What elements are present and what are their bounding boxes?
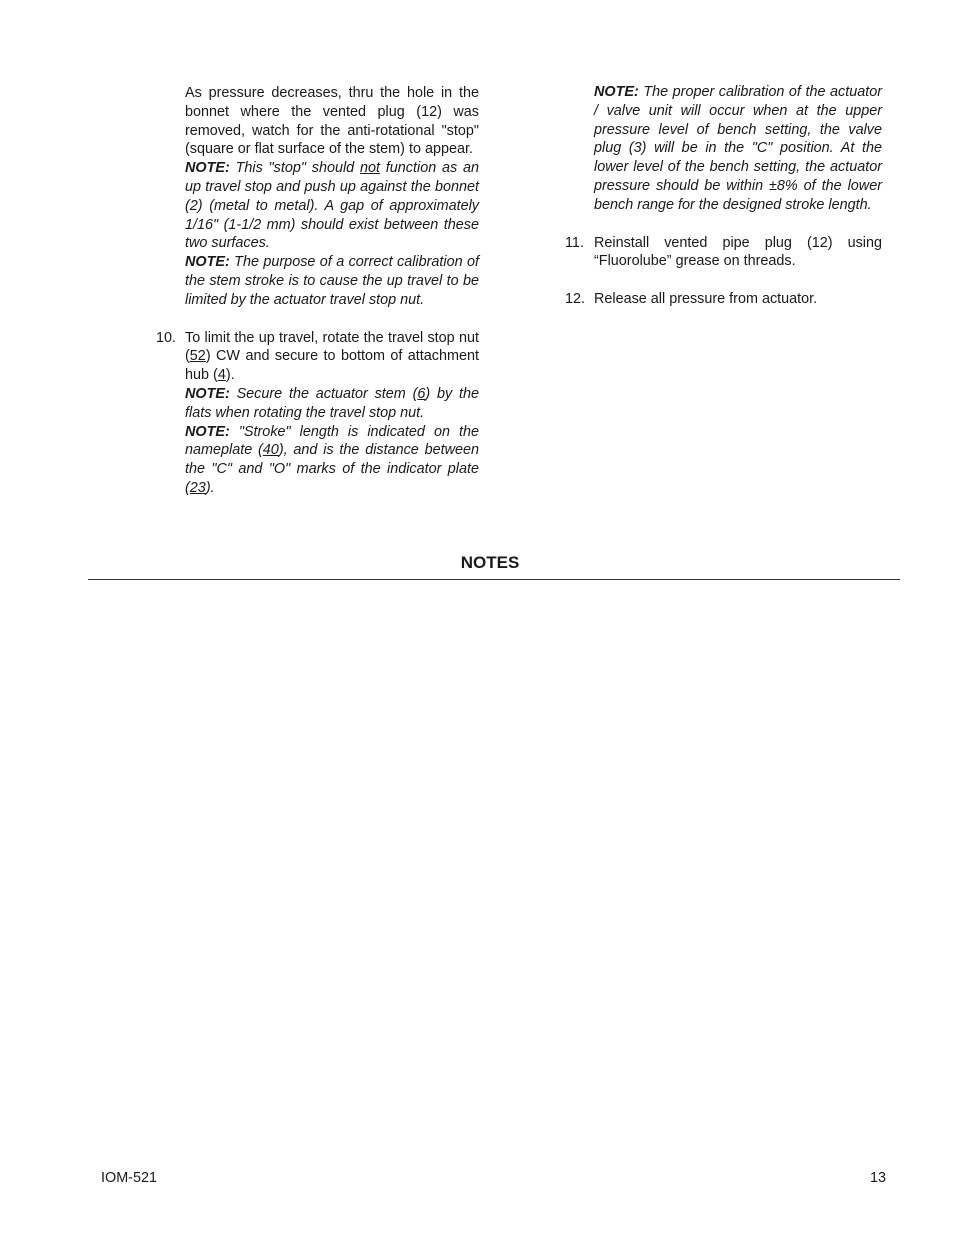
note-label: NOTE: — [594, 84, 639, 100]
step-10-text — [185, 329, 479, 385]
note-underlined-word: not — [359, 160, 380, 177]
note-stroke-length — [185, 423, 479, 498]
note-text: ) by the flats when rotating the travel stop nut. — [185, 385, 479, 421]
part-ref: 52 — [189, 348, 206, 365]
step-text: ) CW and secure to bottom of attachment hub ( — [185, 348, 479, 384]
step-text: ). — [225, 367, 235, 384]
note-text: "Stroke" length is indicated on the nameplate ( — [185, 423, 479, 459]
step-number: 11. — [565, 234, 584, 251]
note-proper-calibration — [594, 83, 882, 215]
note-text: The purpose of a correct calibration of the stem stroke is to cause the up travel to be limited by the actuator travel stop nut. — [185, 254, 479, 308]
note-label: NOTE: — [185, 254, 230, 271]
right-column — [565, 83, 882, 309]
part-ref: 40 — [262, 442, 279, 459]
note-purpose-calibration — [185, 253, 479, 309]
note-text: ). — [205, 479, 215, 496]
step-12-text: Release all pressure from actuator. — [594, 291, 818, 308]
note-secure-stem — [185, 385, 479, 423]
notes-divider — [88, 579, 900, 580]
note-text: Secure the actuator stem ( — [229, 385, 418, 402]
part-ref: 23 — [189, 479, 206, 496]
paragraph-pressure-decreases: As pressure decreases, thru the hole in the bonnet where the vented plug (12) was removed, watch for the anti-rotational "stop" (square or flat surface of the stem) to appear. — [185, 85, 479, 158]
note-label: NOTE: — [185, 160, 230, 177]
step-number: 12. — [565, 291, 586, 308]
step-11 — [565, 234, 882, 272]
notes-heading: NOTES — [460, 553, 520, 572]
note-text: This "stop" should — [229, 160, 360, 177]
part-ref: 4 — [217, 367, 226, 384]
note-text: ), and is the distance between the "C" and "O" marks of the indicator plate ( — [185, 442, 479, 496]
step-12 — [565, 290, 882, 309]
step-11-text: Reinstall vented pipe plug (12) using “Fluorolube” grease on threads. — [594, 234, 882, 270]
note-text: function as an up travel stop and push up against the bonnet (2) (metal to metal). A gap of approximately 1/16" (1-1/2 mm) should exist between these two surfaces. — [185, 160, 479, 252]
note-label: NOTE: — [185, 423, 230, 440]
part-ref: 6 — [417, 385, 426, 402]
step-10 — [156, 329, 479, 498]
document-id: IOM-521 — [101, 1170, 157, 1186]
note-text: The proper calibration of the actuator / valve unit will occur when at the upper pressure level of bench setting, the valve plug (3) will be in the "C" position. At the lower level of the bench setting, the actuator pressure should be within ±8% of the lower bench range for the designed stroke length. — [594, 84, 882, 213]
left-column — [156, 84, 479, 498]
step-text: To limit the up travel, rotate the travel stop nut ( — [185, 329, 479, 365]
note-stop-function — [185, 159, 479, 253]
note-label: NOTE: — [185, 385, 230, 402]
page-number: 13 — [869, 1170, 886, 1186]
step-number: 10. — [156, 329, 177, 346]
